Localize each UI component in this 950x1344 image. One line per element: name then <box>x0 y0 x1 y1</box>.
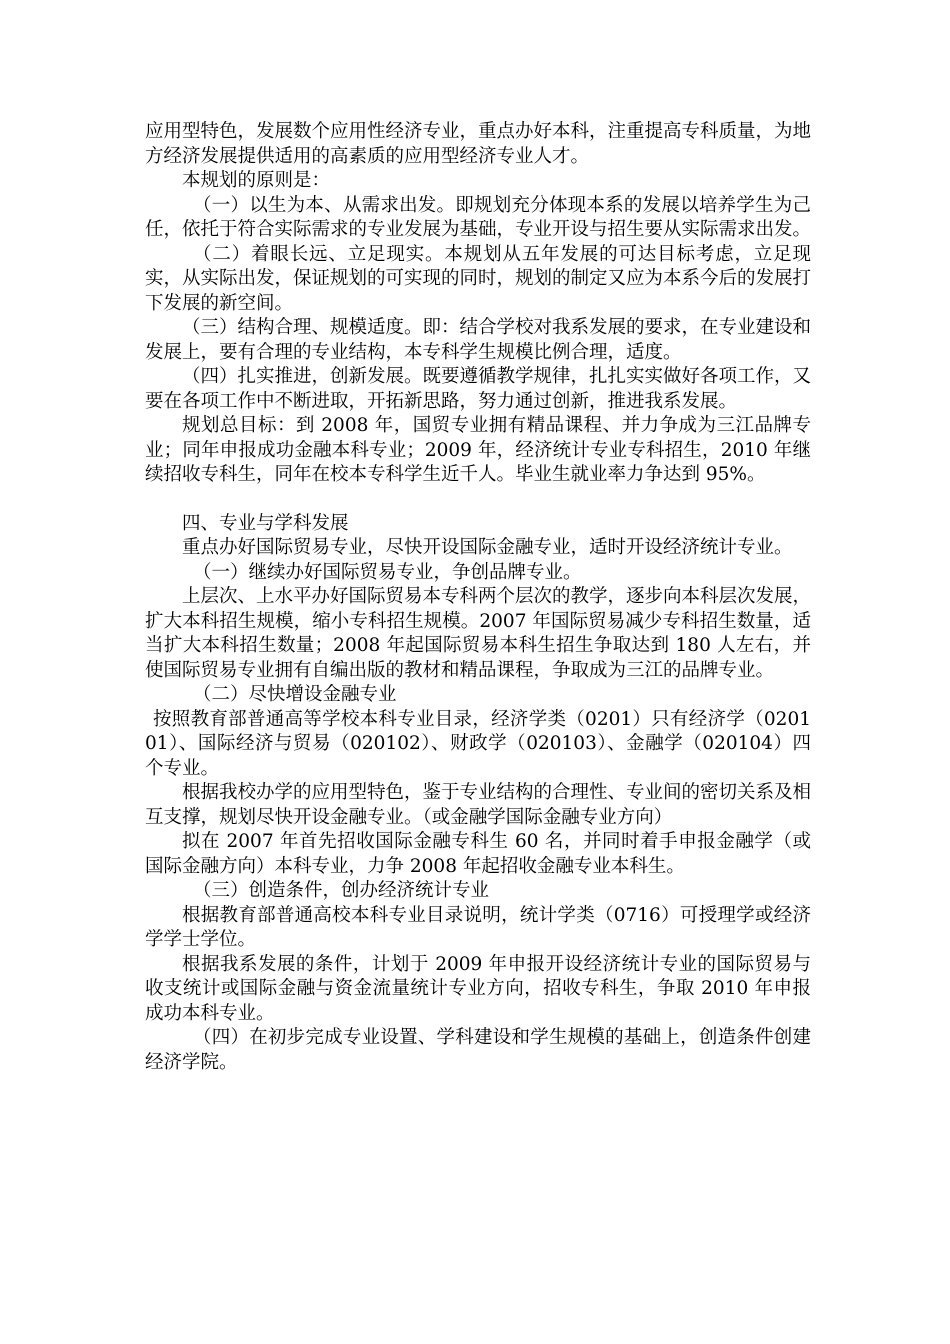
paragraph-statistics-plan: 根据我系发展的条件，计划于 2009 年申报开设经济统计专业的国际贸易与收支统计或国际金融与资金流量统计专业方向，招收专科生，争取 2010 年申报成功本科专业。 <box>145 953 811 1024</box>
paragraph-intro-continued: 应用型特色，发展数个应用性经济专业，重点办好本科，注重提高专科质量，为地方经济发展提供适用的高素质的应用型经济专业人才。 <box>145 121 812 167</box>
subheading-3: （三）创造条件，创办经济统计专业 <box>193 880 490 901</box>
section-heading-4: 四、专业与学科发展 <box>182 512 349 534</box>
paragraph-finance-plan: 根据我校办学的应用型特色，鉴于专业结构的合理性、专业间的密切关系及相互支撑，规划尽快开设金融专业。（或金融学国际金融专业方向） <box>145 782 812 828</box>
paragraph-catalog: 按照教育部普通高等学校本科专业目录，经济学类（0201）只有经济学（020101）、国际经济与贸易（020102）、财政学（020103）、金融学（020104）四个专业。 <box>145 708 811 779</box>
paragraph-principle-2: （二）着眼长远、立足现实。本规划从五年发展的可达目标考虑，立足现实，从实际出发，保证规划的可实现的同时，规划的制定又应为本系今后的发展打下发展的新空间。 <box>145 243 812 314</box>
paragraph-statistics-catalog: 根据教育部普通高校本科专业目录说明，统计学类（0716）可授理学或经济学学士学位。 <box>145 904 811 950</box>
paragraph-overall-goal: 规划总目标：到 2008 年，国贸专业拥有精品课程、并力争成为三江品牌专业；同年申报成功金融本科专业；2009 年，经济统计专业专科招生，2010 年继续招收专科生，同年在校本专科学生近千人。毕业生就业率力争达到 95%。 <box>145 415 811 485</box>
paragraph-finance-enrollment: 拟在 2007 年首先招收国际金融专科生 60 名，并同时着手申报金融学（或国际金融方向）本科专业，力争 2008 年起招收金融专业本科生。 <box>145 831 811 877</box>
paragraph-section-4-intro: 重点办好国际贸易专业，尽快开设国际金融专业，适时开设经济统计专业。 <box>182 537 793 558</box>
paragraph-trade-major: 上层次、上水平办好国际贸易本专科两个层次的教学，逐步向本科层次发展，扩大本科招生规模，缩小专科招生规模。2007 年国际贸易减少专科招生数量，适当扩大本科招生数量；2008 年起国际贸易本科生招生争取达到 180 人左右，并使国际贸易专业拥有自编出版的教材和精品课程，争取成为三江的品牌专业。 <box>145 586 812 681</box>
paragraph-principles-intro: 本规划的原则是： <box>182 170 331 191</box>
subheading-2: （二）尽快增设金融专业 <box>193 684 397 705</box>
paragraph-spacer <box>145 488 811 512</box>
document-page <box>145 120 811 1075</box>
subheading-4: （四）在初步完成专业设置、学科建设和学生规模的基础上，创造条件创建经济学院。 <box>145 1027 811 1073</box>
paragraph-principle-3: （三）结构合理、规模适度。即：结合学校对我系发展的要求，在专业建设和发展上，要有合理的专业结构，本专科学生规模比例合理，适度。 <box>145 317 812 363</box>
paragraph-principle-4: （四）扎实推进，创新发展。既要遵循教学规律，扎扎实实做好各项工作，又要在各项工作中不断进取，开拓新思路，努力通过创新，推进我系发展。 <box>145 366 812 412</box>
subheading-1: （一）继续办好国际贸易专业，争创品牌专业。 <box>193 561 582 583</box>
paragraph-principle-1: （一）以生为本、从需求出发。即规划充分体现本系的发展以培养学生为己任，依托于符合实际需求的专业发展为基础，专业开设与招生要从实际需求出发。 <box>145 194 812 240</box>
